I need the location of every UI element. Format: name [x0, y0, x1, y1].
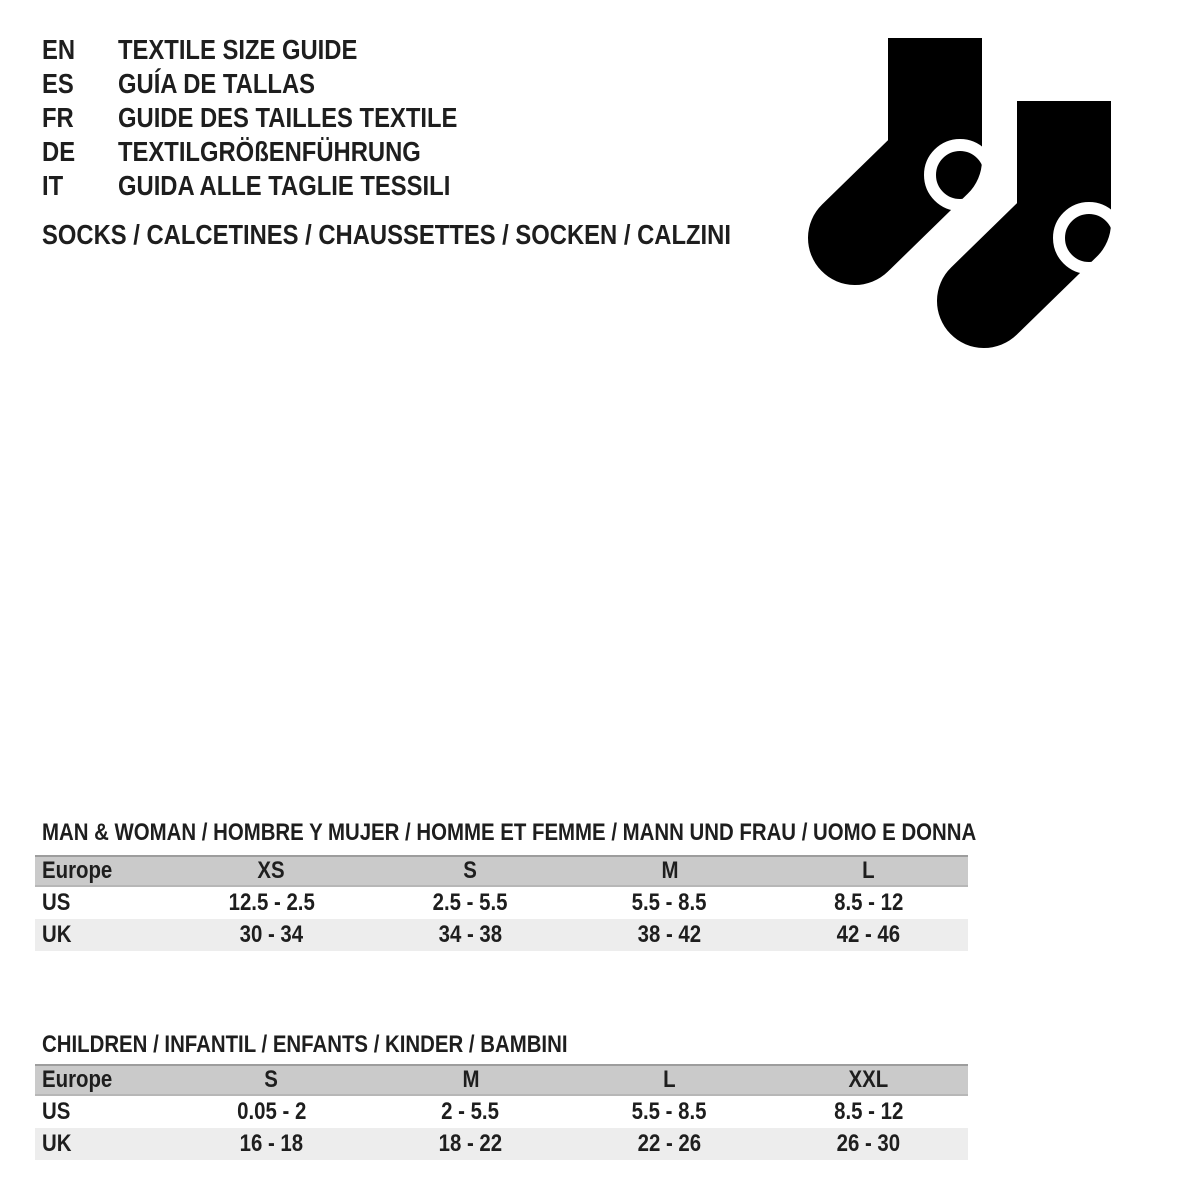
column-header-xs: XS — [172, 856, 371, 886]
cell-us-m: 5.5 - 8.5 — [570, 886, 769, 919]
row-label-uk: UK — [35, 1128, 172, 1160]
lang-code-it: IT — [42, 170, 64, 201]
sock-right-icon — [984, 101, 1119, 301]
section-man-woman — [35, 819, 977, 964]
size-table-children — [35, 1064, 968, 1160]
lang-label-es: GUÍA DE TALLAS — [118, 68, 316, 99]
lang-code-en: EN — [42, 34, 76, 65]
lang-label-it: GUIDA ALLE TAGLIE TESSILI — [118, 170, 451, 201]
cell-us-s: 2.5 - 5.5 — [371, 886, 570, 919]
column-header-s: S — [172, 1065, 371, 1095]
section-title-man-woman: MAN & WOMAN / HOMBRE Y MUJER / HOMME ET FEMME / MANN UND FRAU / UOMO E DONNA — [42, 819, 977, 846]
lang-code-de: DE — [42, 136, 76, 167]
sock-left-icon — [855, 38, 990, 238]
lang-label-de: TEXTILGRÖßENFÜHRUNG — [118, 136, 421, 167]
category-line: SOCKS / CALCETINES / CHAUSSETTES / SOCKEN / CALZINI — [42, 219, 731, 250]
size-table-man-woman — [35, 855, 968, 951]
cell-us-xxl: 8.5 - 12 — [769, 1095, 968, 1128]
column-header-m: M — [570, 856, 769, 886]
cell-uk-l: 22 - 26 — [570, 1128, 769, 1160]
table-row-uk — [35, 919, 968, 951]
lang-label-fr: GUIDE DES TAILLES TEXTILE — [118, 102, 458, 133]
column-header-europe: Europe — [35, 1065, 172, 1095]
table-row-us — [35, 1095, 968, 1128]
cell-uk-l: 42 - 46 — [769, 919, 968, 951]
column-header-xxl: XXL — [769, 1065, 968, 1095]
table-row-uk — [35, 1128, 968, 1160]
lang-row-en — [42, 33, 517, 67]
cell-us-xs: 12.5 - 2.5 — [172, 886, 371, 919]
socks-icon — [790, 25, 1130, 365]
column-header-s: S — [371, 856, 570, 886]
table-row-us — [35, 886, 968, 919]
lang-row-es — [42, 67, 517, 101]
cell-us-l: 8.5 - 12 — [769, 886, 968, 919]
language-legend — [42, 33, 517, 203]
row-label-us: US — [35, 886, 172, 919]
column-header-europe: Europe — [35, 856, 172, 886]
lang-code-es: ES — [42, 68, 74, 99]
cell-us-s: 0.05 - 2 — [172, 1095, 371, 1128]
cell-uk-m: 18 - 22 — [371, 1128, 570, 1160]
cell-us-l: 5.5 - 8.5 — [570, 1095, 769, 1128]
cell-uk-s: 16 - 18 — [172, 1128, 371, 1160]
lang-row-it — [42, 169, 517, 203]
column-header-l: L — [769, 856, 968, 886]
table-header-row — [35, 1065, 968, 1095]
cell-uk-m: 38 - 42 — [570, 919, 769, 951]
column-header-m: M — [371, 1065, 570, 1095]
row-label-us: US — [35, 1095, 172, 1128]
section-children — [35, 1031, 968, 1176]
section-title-children: CHILDREN / INFANTIL / ENFANTS / KINDER / BAMBINI — [42, 1031, 568, 1058]
lang-code-fr: FR — [42, 102, 74, 133]
lang-label-en: TEXTILE SIZE GUIDE — [118, 34, 358, 65]
cell-uk-xxl: 26 - 30 — [769, 1128, 968, 1160]
lang-row-de — [42, 135, 517, 169]
table-header-row — [35, 856, 968, 886]
lang-row-fr — [42, 101, 517, 135]
cell-us-m: 2 - 5.5 — [371, 1095, 570, 1128]
cell-uk-s: 34 - 38 — [371, 919, 570, 951]
cell-uk-xs: 30 - 34 — [172, 919, 371, 951]
column-header-l: L — [570, 1065, 769, 1095]
row-label-uk: UK — [35, 919, 172, 951]
